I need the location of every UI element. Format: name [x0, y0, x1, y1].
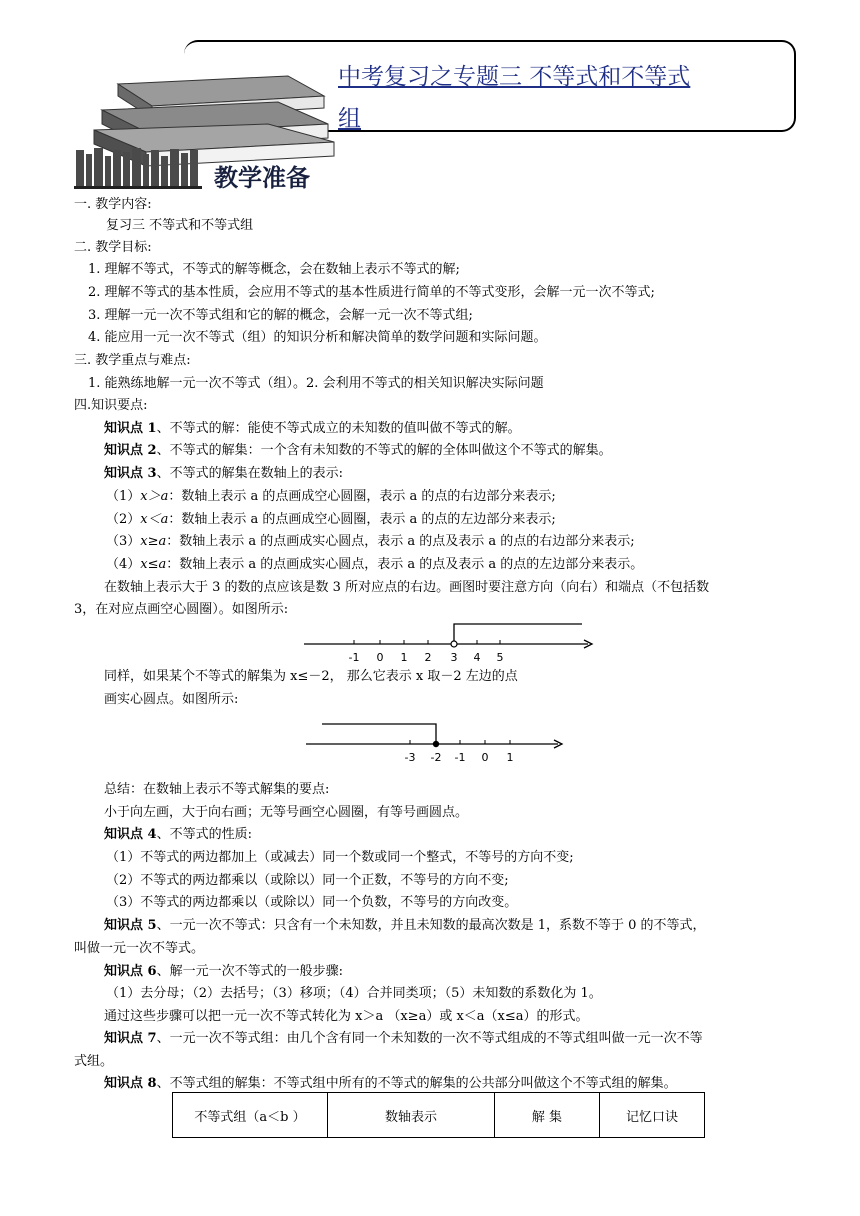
tick-label: 3: [450, 651, 458, 664]
tick-label: -1: [454, 751, 466, 764]
content-body: 复习三 不等式和不等式组: [106, 218, 254, 233]
content-heading: 一. 教学内容:: [74, 197, 152, 212]
example2-line1: 同样，如果某个不等式的解集为 x≤－2， 那么它表示 x 取－2 左边的点: [104, 669, 518, 684]
key-heading: 三. 教学重点与难点:: [74, 353, 191, 368]
goal-item: 3. 理解一元一次不等式组和它的解的概念，会解一元一次不等式组;: [88, 308, 473, 323]
tick-label: -3: [404, 751, 416, 764]
tick-label: -1: [348, 651, 360, 664]
knowledge-point-2: 知识点 2、不等式的解集：一个含有未知数的不等式的解的全体叫做这个不等式的解集。: [104, 443, 612, 458]
tick-label: 1: [400, 651, 408, 664]
goal-item: 2. 理解不等式的基本性质，会应用不等式的基本性质进行简单的不等式变形，会解一元一次不等式;: [88, 285, 655, 300]
knowledge-point-6: 知识点 6、解一元一次不等式的一般步骤:: [104, 964, 343, 979]
bookshelf-icon: [74, 146, 204, 190]
table-header-cell: 解 集: [495, 1093, 600, 1138]
tick-label: 1: [506, 751, 514, 764]
kp6-note: 通过这些步骤可以把一元一次不等式转化为 x＞a （x≥a）或 x＜a（x≤a）的形式。: [104, 1009, 589, 1024]
knowledge-point-5: 知识点 5、一元一次不等式：只含有一个未知数，并且未知数的最高次数是 1，系数不等于 0 的不等式，: [104, 918, 706, 933]
solution-set-table: [172, 1092, 705, 1138]
kp3-item: （3）x≥a：数轴上表示 a 的点画成实心圆点，表示 a 的点及表示 a 的点的右边部分来表示;: [106, 534, 635, 549]
example1-line2: 3，在对应点画空心圆圈）。如图所示:: [74, 602, 289, 617]
kp4-item: （3）不等式的两边都乘以（或除以）同一个负数，不等号的方向改变。: [106, 895, 518, 910]
table-header-cell: 数轴表示: [328, 1093, 495, 1138]
knowledge-point-7-cont: 式组。: [74, 1054, 114, 1069]
knowledge-point-5-cont: 叫做一元一次不等式。: [74, 941, 205, 956]
tick-label: 4: [473, 651, 481, 664]
goal-item: 1. 理解不等式，不等式的解等概念，会在数轴上表示不等式的解;: [88, 262, 460, 277]
tick-label: 0: [481, 751, 489, 764]
table-header-cell: 记忆口诀: [600, 1093, 705, 1138]
page-title: [338, 56, 758, 140]
tick-label: 5: [496, 651, 504, 664]
kp4-item: （1）不等式的两边都加上（或减去）同一个数或同一个整式，不等号的方向不变;: [106, 850, 574, 865]
example1-line1: 在数轴上表示大于 3 的数的点应该是数 3 所对应点的右边。画图时要注意方向（向右）和端点（不包括数: [104, 580, 710, 595]
summary-body: 小于向左画，大于向右画；无等号画空心圆圈，有等号画圆点。: [104, 805, 469, 820]
kp4-item: （2）不等式的两边都乘以（或除以）同一个正数，不等号的方向不变;: [106, 873, 509, 888]
page-title-line2: 组: [338, 106, 361, 132]
points-heading: 四.知识要点:: [74, 398, 148, 413]
knowledge-point-7: 知识点 7、一元一次不等式组：由几个含有同一个未知数的一次不等式组成的不等式组叫做一元一次不等: [104, 1031, 703, 1046]
filled-dot-icon: [433, 741, 439, 747]
number-line-greater-than-3: [300, 618, 600, 666]
knowledge-point-1: 知识点 1、不等式的解：能使不等式成立的未知数的值叫做不等式的解。: [104, 421, 521, 436]
goals-heading: 二. 教学目标:: [74, 240, 152, 255]
key-body: 1. 能熟练地解一元一次不等式（组）。2. 会利用不等式的相关知识解决实际问题: [88, 376, 544, 391]
kp6-steps: （1）去分母；（2）去括号；（3）移项；（4）合并同类项；（5）未知数的系数化为 1。: [106, 986, 602, 1001]
example2-line2: 画实心圆点。如图所示:: [104, 692, 239, 707]
tick-label: 2: [424, 651, 432, 664]
knowledge-point-3: 知识点 3、不等式的解集在数轴上的表示:: [104, 466, 343, 481]
goal-item: 4. 能应用一元一次不等式（组）的知识分析和解决简单的数学问题和实际问题。: [88, 330, 547, 345]
solution-range-line: [322, 724, 436, 744]
knowledge-point-4: 知识点 4、不等式的性质:: [104, 827, 252, 842]
tick-label: 0: [376, 651, 384, 664]
summary-heading: 总结：在数轴上表示不等式解集的要点:: [104, 782, 330, 797]
kp3-item: （2）x＜a：数轴上表示 a 的点画成空心圆圈，表示 a 的点的左边部分来表示;: [106, 512, 556, 527]
tick-label: -2: [430, 751, 442, 764]
table-header-cell: 不等式组（a＜b ）: [173, 1093, 328, 1138]
open-circle-icon: [451, 641, 457, 647]
page-title-line1: 中考复习之专题三 不等式和不等式: [338, 64, 691, 90]
kp3-item: （1）x＞a：数轴上表示 a 的点画成空心圆圈，表示 a 的点的右边部分来表示;: [106, 489, 556, 504]
table-header-row: [173, 1093, 705, 1138]
knowledge-point-8: 知识点 8、不等式组的解集：不等式组中所有的不等式的解集的公共部分叫做这个不等式组的解集。: [104, 1076, 677, 1091]
kp3-item: （4）x≤a：数轴上表示 a 的点画成实心圆点，表示 a 的点及表示 a 的点的左边部分来表示。: [106, 557, 644, 572]
section-heading: 教学准备: [214, 164, 310, 192]
solution-range-line: [454, 624, 582, 644]
number-line-less-equal-minus-2: [300, 718, 570, 766]
